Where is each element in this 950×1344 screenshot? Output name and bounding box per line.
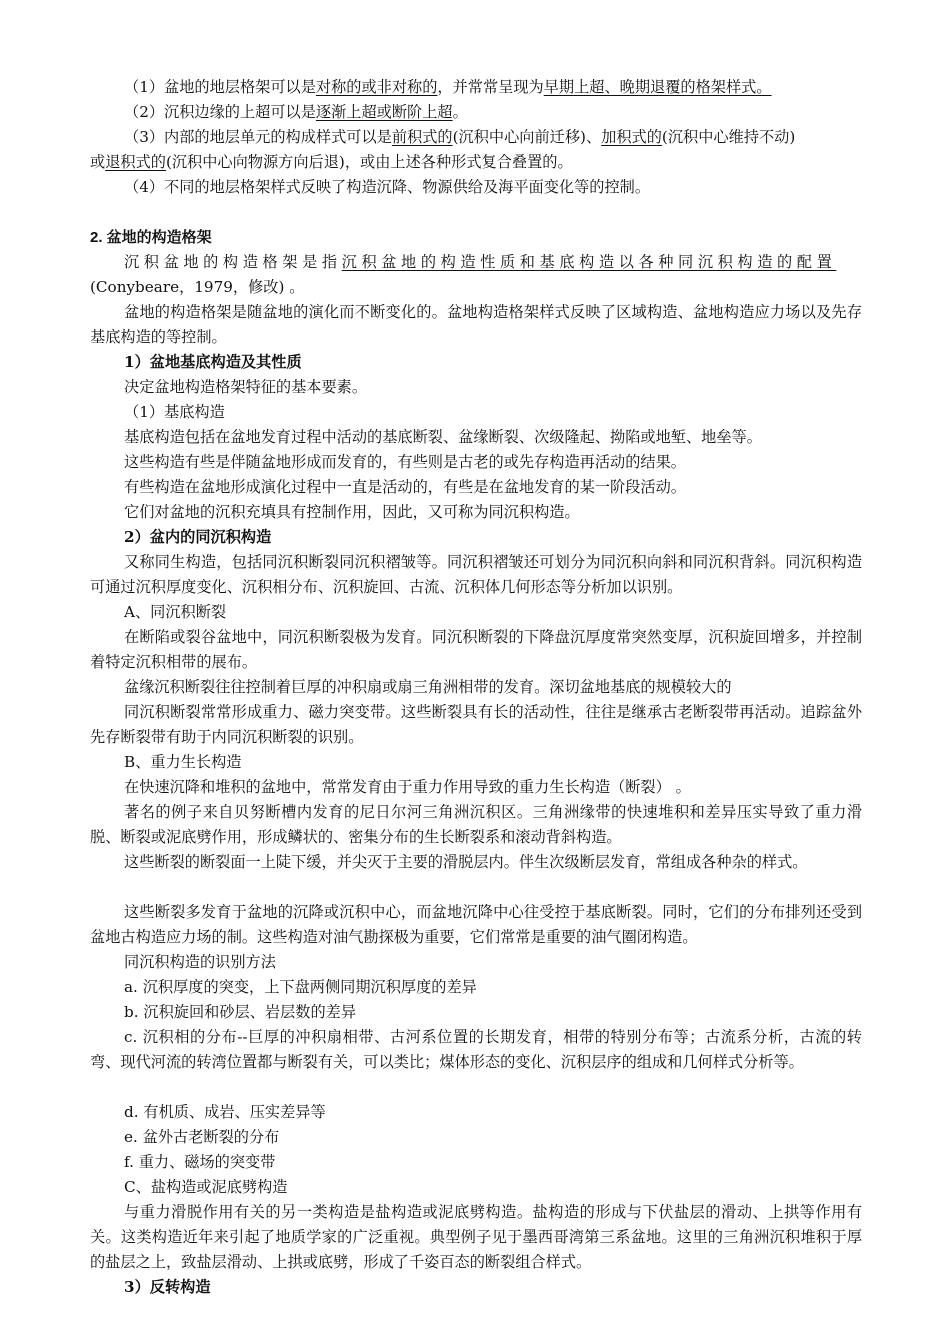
identification-item-b: b. 沉积旋回和砂层、岩层数的差异 <box>124 1003 357 1021</box>
identification-methods-title: 同沉积构造的识别方法 <box>124 953 276 971</box>
paragraph-syndepositional-definition: 又称同生构造，包括同沉积断裂同沉积褶皱等。同沉积褶皱还可划分为同沉积向斜和同沉积背斜。同沉积构造可通过沉积厚度变化、沉积相分布、沉积旋回、古流、沉积体几何形态等分析加以识别。 <box>90 553 862 596</box>
section-heading-tectonic-framework: 2. 盆地的构造格架 <box>90 229 212 246</box>
paragraph-stratigraphic-framework-4: （4）不同的地层格架样式反映了构造沉降、物源供给及海平面变化等的控制。 <box>124 178 651 196</box>
paragraph-stratigraphic-framework-2: （2）沉积边缘的上超可以是逐渐上超或断阶上超。 <box>124 103 468 121</box>
definition-citation: (Conybeare，1979，修改) 。 <box>90 278 305 296</box>
paragraph-fault-margin: 盆缘沉积断裂往往控制着巨厚的冲积扇或扇三角洲相带的发育。深切盆地基底的规模较大的 <box>124 678 732 696</box>
paragraph-growth-structure: 在快速沉降和堆积的盆地中，常常发育由于重力作用导致的重力生长构造（断裂） 。 <box>124 778 691 796</box>
subheading-basement-structure: 1）盆地基底构造及其性质 <box>124 353 302 371</box>
paragraph-fault-gravity-magnetic: 同沉积断裂常常形成重力、磁力突变带。这些断裂具有长的活动性，往往是继承古老断裂带再活动。追踪盆外先存断裂带有助于内同沉积断裂的识别。 <box>90 703 862 746</box>
identification-item-c: c. 沉积相的分布--巨厚的冲积扇相带、古河系位置的长期发育，相带的特别分布等；古流系分析，古流的转弯、现代河流的转湾位置都与断裂有关，可以类比；煤体形态的变化、沉积层序的组成和几何样式分析等。 <box>90 1028 862 1071</box>
paragraph-basement-control: 它们对盆地的沉积充填具有控制作用，因此，又可称为同沉积构造。 <box>124 503 580 521</box>
paragraph-framework-evolution: 盆地的构造格架是随盆地的演化而不断变化的。盆地构造格架样式反映了区域构造、盆地构造应力场以及先存基底构造的等控制。 <box>90 303 862 346</box>
identification-item-d: d. 有机质、成岩、压实差异等 <box>124 1103 326 1121</box>
subheading-inversion-structure: 3）反转构造 <box>124 1278 211 1296</box>
identification-item-f: f. 重力、磁场的突变带 <box>124 1153 276 1171</box>
paragraph-niger-delta-example: 著名的例子来自贝努断槽内发育的尼日尔河三角洲沉积区。三角洲缘带的快速堆积和差异压实导致了重力滑脱、断裂或泥底劈作用，形成鳞状的、密集分布的生长断裂系和滚动背斜构造。 <box>90 803 862 846</box>
paragraph-fault-distribution: 这些断裂多发育于盆地的沉降或沉积中心，而盆地沉降中心往受控于基底断裂。同时，它们的分布排列还受到盆地古构造应力场的制。这些构造对油气勘探极为重要，它们常常是重要的油气圈闭构造。 <box>90 903 862 946</box>
identification-item-e: e. 盆外古老断裂的分布 <box>124 1128 280 1146</box>
paragraph-basement-includes: 基底构造包括在盆地发育过程中活动的基底断裂、盆缘断裂、次级隆起、拗陷或地堑、地垒等。 <box>124 428 762 446</box>
paragraph-stratigraphic-framework-3: （3）内部的地层单元的构成样式可以是前积式的(沉积中心向前迁移)、加积式的(沉积中心维持不动) <box>124 128 796 146</box>
paragraph-stratigraphic-framework-1: （1）盆地的地层格架可以是对称的或非对称的，并常常呈现为早期上超、晚期退覆的格架样式。 <box>124 78 772 96</box>
paragraph-fault-geometry: 这些断裂的断裂面一上陡下缓，并尖灭于主要的滑脱层内。伴生次级断层发育，常组成各种杂的样式。 <box>124 853 808 871</box>
item-gravity-growth-structure: B、重力生长构造 <box>124 753 242 771</box>
item-syndepositional-fault: A、同沉积断裂 <box>124 603 227 621</box>
item-basement-structure: （1）基底构造 <box>124 403 225 421</box>
definition-line: 沉积盆地的构造格架是指沉积盆地的构造性质和基底构造以各种同沉积构造的配置 <box>124 253 837 271</box>
paragraph-basement-origin: 这些构造有些是伴随盆地形成而发育的，有些则是古老的或先存构造再活动的结果。 <box>124 453 686 471</box>
paragraph-basic-elements: 决定盆地构造格架特征的基本要素。 <box>124 378 367 396</box>
paragraph-stratigraphic-framework-3-cont: 或退积式的(沉积中心向物源方向后退)，或由上述各种形式复合叠置的。 <box>90 153 573 171</box>
identification-item-a: a. 沉积厚度的突变，上下盘两侧同期沉积厚度的差异 <box>124 978 477 996</box>
item-salt-structure: C、盐构造或泥底劈构造 <box>124 1178 288 1196</box>
subheading-syndepositional-structure: 2）盆内的同沉积构造 <box>124 528 272 546</box>
paragraph-basement-activity: 有些构造在盆地形成演化过程中一直是活动的，有些是在盆地发育的某一阶段活动。 <box>124 478 686 496</box>
paragraph-fault-rift-basin: 在断陷或裂谷盆地中，同沉积断裂极为发育。同沉积断裂的下降盘沉厚度常突然变厚，沉积旋回增多，并控制着特定沉积相带的展布。 <box>90 628 862 671</box>
paragraph-salt-structure: 与重力滑脱作用有关的另一类构造是盐构造或泥底劈构造。盐构造的形成与下伏盐层的滑动、上拱等作用有关。这类构造近年来引起了地质学家的广泛重视。典型例子见于墨西哥湾第三系盆地。这里的三角洲沉积堆积于厚的盐层之上，致盐层滑动、上拱或底劈，形成了千姿百态的断裂组合样式。 <box>90 1203 862 1271</box>
